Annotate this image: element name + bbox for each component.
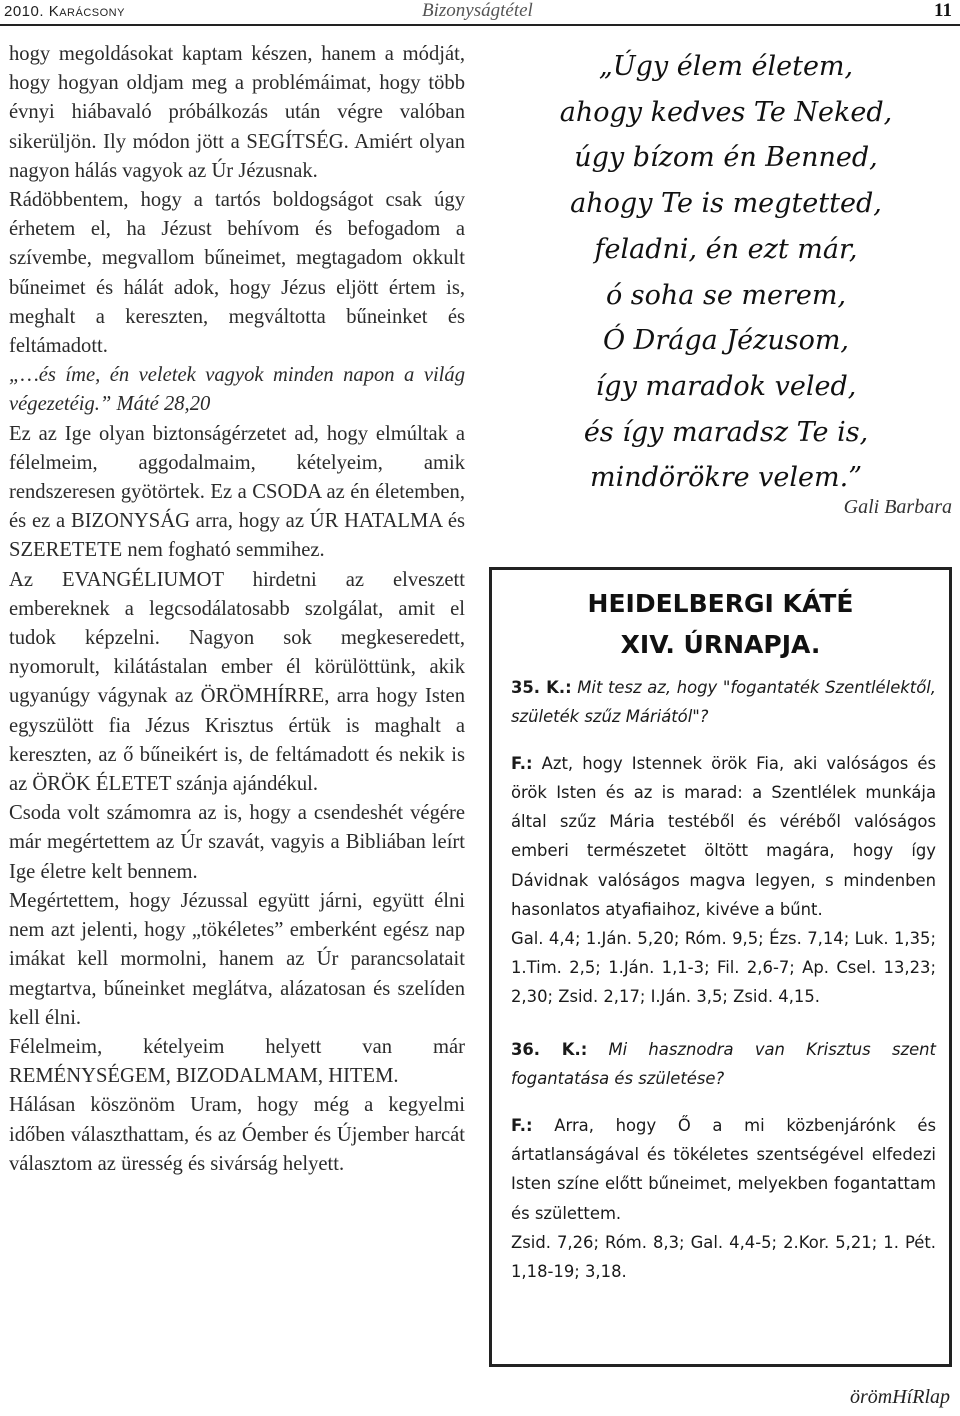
header-rule [0, 24, 960, 26]
question-text: Mi hasznodra van Krisztus szent fogantatása és születése? [511, 1040, 936, 1089]
answer-label: F.: [511, 754, 533, 774]
poem-line: feladni, én ezt már, [594, 233, 858, 265]
poem-line: úgy bízom én Benned, [574, 142, 878, 174]
catechism-subtitle: XIV. ÚRNAPJA. [620, 630, 821, 659]
poem-line: így maradok veled, [595, 370, 857, 402]
question-label: 35. K.: [511, 678, 572, 697]
page-header [0, 0, 960, 22]
testimony-paragraph: Félelmeim, kételyeim helyett van már REMÉNYSÉGEM, BIZODALMAM, HITEM. [9, 1035, 465, 1088]
catechism-body [511, 673, 936, 1286]
answer-35 [511, 749, 936, 924]
poem-line: és így maradsz Te is, [583, 416, 869, 448]
poem-line: mindörökre velem.” [590, 462, 862, 494]
answer-text: Azt, hogy Istennek örök Fia, aki valóságos és örök Isten és az is marad: a Szentlélek munkája által szűz Mária testéből és véréből valóságos emberi természetet öltött magára, hogy így Dávidnak valóságos magva legyen, s mindenben hasonlatos atyafiaihoz, kivéve a bűnt. [511, 754, 936, 919]
question-text: Mit tesz az, hogy "fogantaték Szentlélektől, születék szűz Máriától"? [511, 678, 936, 727]
section-title: Bizonyságtétel [422, 0, 533, 21]
poem [496, 44, 956, 501]
testimony-column [9, 40, 465, 1179]
poem-line: „Úgy élem életem, [598, 51, 854, 82]
catechism-title: HEIDELBERGI KÁTÉ [587, 589, 854, 618]
testimony-paragraph: Hálásan köszönöm Uram, hogy még a kegyelmi időben választhattam, és az Óember és Újember harcát választom az üresség és sivárság helyett. [9, 1094, 465, 1175]
question-label: 36. K.: [511, 1040, 588, 1060]
poem-line: ahogy Te is megtetted, [570, 188, 882, 220]
testimony-paragraph: Az EVANGÉLIUMOT hirdetni az elveszett embereknek a legcsodálatosabb szolgálat, amit el tudok képzelni. Nagyon sok megkeseredett, nyomorult, kilátástalan ember él körülöttünk, akik ugyanúgy vágynak az ÖRÖMHÍRRE, arra hogy Isten egyszülött fia Jézus Krisztus értük is maghalt a kereszten, az ő bűneikért is, de feltámadott és nekik is az ÖRÖK ÉLETET szánja ajándékul. [9, 568, 465, 796]
answer-label: F.: [511, 1116, 533, 1136]
testimony-paragraph: Csoda volt számomra az is, hogy a csendeshét végére már megértettem az Úr szavát, vagyis a Bibliában leírt Ige életre kelt bennem. [9, 802, 465, 883]
page-number: 11 [934, 0, 952, 21]
poem-author: Gali Barbara [843, 496, 952, 518]
answer-36 [511, 1111, 936, 1227]
question-35 [511, 673, 936, 731]
publication-name: örömHíRlap [850, 1386, 950, 1408]
poem-line: Ó Drága Jézusom, [602, 325, 850, 357]
scripture-references: Zsid. 7,26; Róm. 8,3; Gal. 4,4-5; 2.Kor. 5,21; 1. Pét. 1,18-19; 3,18. [511, 1232, 936, 1281]
question-36 [511, 1035, 936, 1093]
testimony-paragraph: Ez az Ige olyan biztonságérzetet ad, hogy elmúltak a félelmeim, aggodalmaim, kételyeim, amik rendszeresen gyötörtek. Ez a CSODA az én életemben, és ez a BIZONYSÁG arra, hogy az ÚR HATALMA és SZERETETE nem fogható semmihez. [9, 422, 465, 562]
issue-label: 2010. Karácsony [4, 3, 125, 20]
bible-quote: „…és íme, én veletek vagyok minden napon a világ végezetéig.” Máté 28,20 [9, 364, 465, 416]
answer-text: Arra, hogy Ő a mi közbenjárónk és ártatlanságával és tökéletes szentségével elfedezi Isten színe előtt bűneimet, melyekben fogantattam és születtem. [511, 1116, 936, 1223]
poem-line: ahogy kedves Te Neked, [559, 96, 893, 128]
catechism-box [489, 567, 952, 1367]
testimony-paragraph: Megértettem, hogy Jézussal együtt járni, együtt élni nem azt jelenti, hogy „tökéletes” emberként egész nap imákat kell mormolni, hanem az Úr parancsolatait megtartva, bűneinket meglátva, alázatosan és szelíden kell élni. [9, 889, 465, 1029]
scripture-references: Gal. 4,4; 1.Ján. 5,20; Róm. 9,5; Ézs. 7,14; Luk. 1,35; 1.Tim. 2,5; 1.Ján. 1,1-3; Fil. 2,6-7; Ap. Csel. 13,23; 2,30; Zsid. 2,17; I.Ján. 3,5; Zsid. 4,15. [511, 928, 936, 1006]
testimony-paragraph: Rádöbbentem, hogy a tartós boldogságot csak úgy érhetem el, ha Jézust behívom és befogadom a szívembe, megvallom bűneimet, megtagadom okkult bűneimet és hálát adok, hogy Jézus eljött értem is, meghalt a kereszten, megváltotta bűneinket és feltámadott. [9, 189, 465, 358]
testimony-paragraph: hogy megoldásokat kaptam készen, hanem a módját, hogy hogyan oldjam meg a problémáimat, hogy több évnyi hiábavaló próbálkozás után végre valóban sikerüljön. Ily módon jött a SEGÍTSÉG. Amiért olyan nagyon hálás vagyok az Úr Jézusnak. [9, 43, 465, 182]
poem-line: ó soha se merem, [605, 279, 847, 311]
